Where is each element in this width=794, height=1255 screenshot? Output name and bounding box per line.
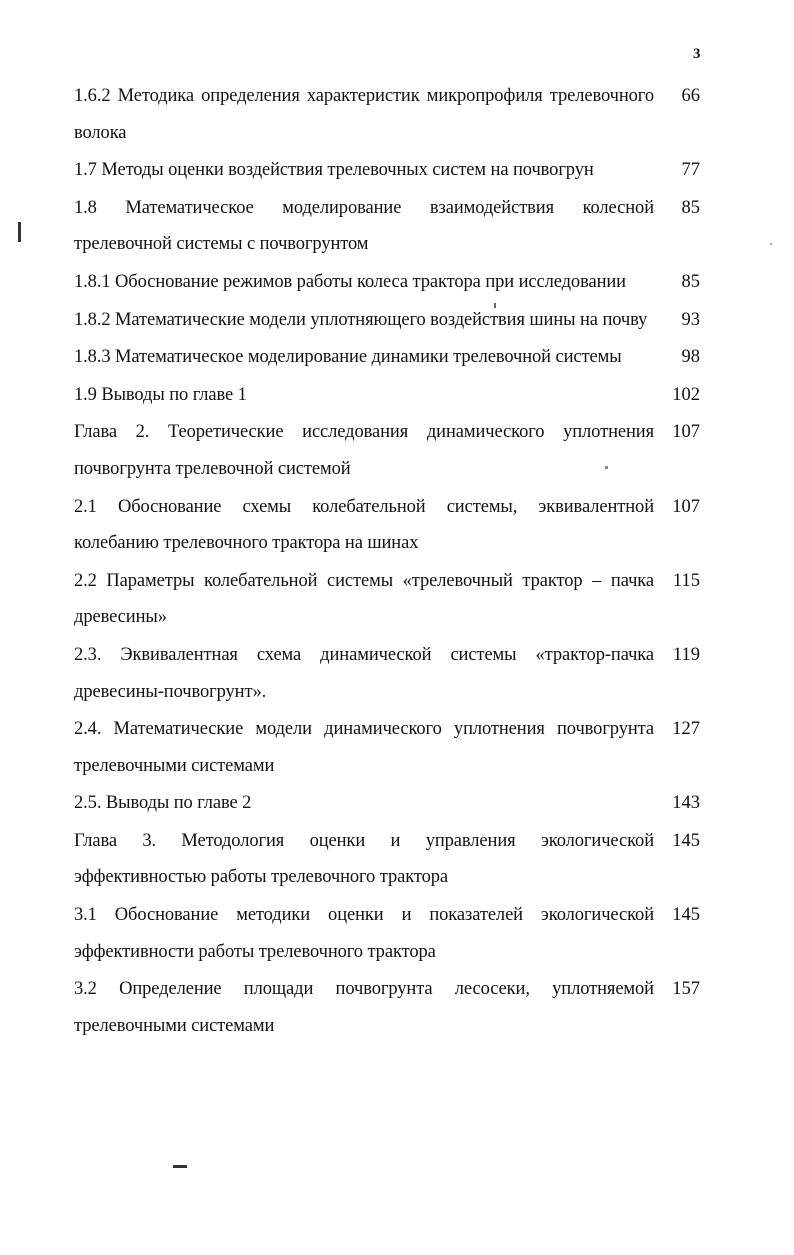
toc-entry	[74, 339, 700, 376]
toc-entry-title: 2.4. Математические модели динамического уплотнения почвогрунта трелевочными системами	[74, 719, 654, 776]
toc-entry	[74, 637, 700, 710]
toc-entry	[74, 302, 700, 339]
scan-dot	[770, 243, 772, 245]
scan-dot	[605, 466, 608, 469]
toc-entry-page: 145	[672, 905, 700, 926]
toc-entry-page: 93	[681, 309, 700, 330]
toc-entry-title: 2.1 Обоснование схемы колебательной системы, эквивалентной колебанию трелевочного трактора на шинах	[74, 496, 654, 554]
toc-entry	[74, 785, 700, 822]
toc-entry-page: 107	[672, 496, 700, 517]
toc-entry	[74, 489, 700, 562]
toc-entry-title: 1.8.1 Обоснование режимов работы колеса трактора при исследовании	[74, 271, 626, 292]
toc-entry-title: 2.5. Выводы по главе 2	[74, 793, 252, 814]
toc-entry	[74, 152, 700, 189]
toc-entry	[74, 414, 700, 487]
scan-dot	[494, 303, 496, 308]
page-number: 3	[693, 46, 701, 62]
toc-entry-page: 102	[672, 384, 700, 405]
toc-entry-page: 115	[672, 570, 700, 591]
toc-entry	[74, 971, 700, 1044]
toc-entry-page: 145	[672, 830, 700, 851]
toc-entry-title: 3.2 Определение площади почвогрунта лесосеки, уплотняемой трелевочными системами	[74, 979, 654, 1036]
toc-entry-title: Глава 2. Теоретические исследования динамического уплотнения почвогрунта трелевочной системой	[74, 422, 654, 479]
toc-entry-page: 85	[681, 271, 700, 292]
toc-entry-page: 107	[672, 422, 700, 443]
toc-entry-page: 119	[672, 644, 700, 665]
table-of-contents	[74, 78, 700, 1045]
toc-entry-title: 1.6.2 Методика определения характеристик микропрофиля трелевочного волока	[74, 86, 654, 143]
toc-entry-page: 77	[681, 160, 700, 181]
toc-entry-page: 85	[681, 197, 700, 218]
toc-entry-page: 127	[672, 719, 700, 740]
toc-entry	[74, 823, 700, 896]
scan-dash	[173, 1165, 187, 1168]
toc-entry-page: 157	[672, 979, 700, 1000]
toc-entry-page: 98	[681, 347, 700, 368]
toc-entry-title: 1.8 Математическое моделирование взаимодействия колесной трелевочной системы с почвогрунтом	[74, 197, 654, 255]
toc-entry	[74, 190, 700, 263]
toc-entry	[74, 563, 700, 636]
toc-entry-title: 1.7 Методы оценки воздействия трелевочных систем на почвогрун	[74, 160, 594, 181]
toc-entry-title: 2.3. Эквивалентная схема динамической системы «трактор-пачка древесины-почвогрунт».	[74, 644, 654, 702]
toc-entry-title: Глава 3. Методология оценки и управления экологической эффективностью работы трелевочного трактора	[74, 830, 654, 888]
toc-entry-page: 143	[672, 793, 700, 814]
toc-entry-title: 3.1 Обоснование методики оценки и показателей экологической эффективности работы трелевочного трактора	[74, 905, 654, 962]
scan-mark	[18, 222, 21, 242]
toc-entry-title: 2.2 Параметры колебательной системы «трелевочный трактор – пачка древесины»	[74, 570, 654, 628]
toc-entry	[74, 264, 700, 301]
toc-entry-title: 1.9 Выводы по главе 1	[74, 384, 247, 405]
toc-entry-page: 66	[681, 86, 700, 106]
toc-entry-title: 1.8.2 Математические модели уплотняющего воздействия шины на почву	[74, 309, 648, 330]
toc-entry	[74, 897, 700, 970]
toc-entry	[74, 78, 700, 151]
toc-entry-title: 1.8.3 Математическое моделирование динамики трелевочной системы	[74, 347, 622, 368]
toc-entry	[74, 711, 700, 784]
toc-entry	[74, 377, 700, 414]
